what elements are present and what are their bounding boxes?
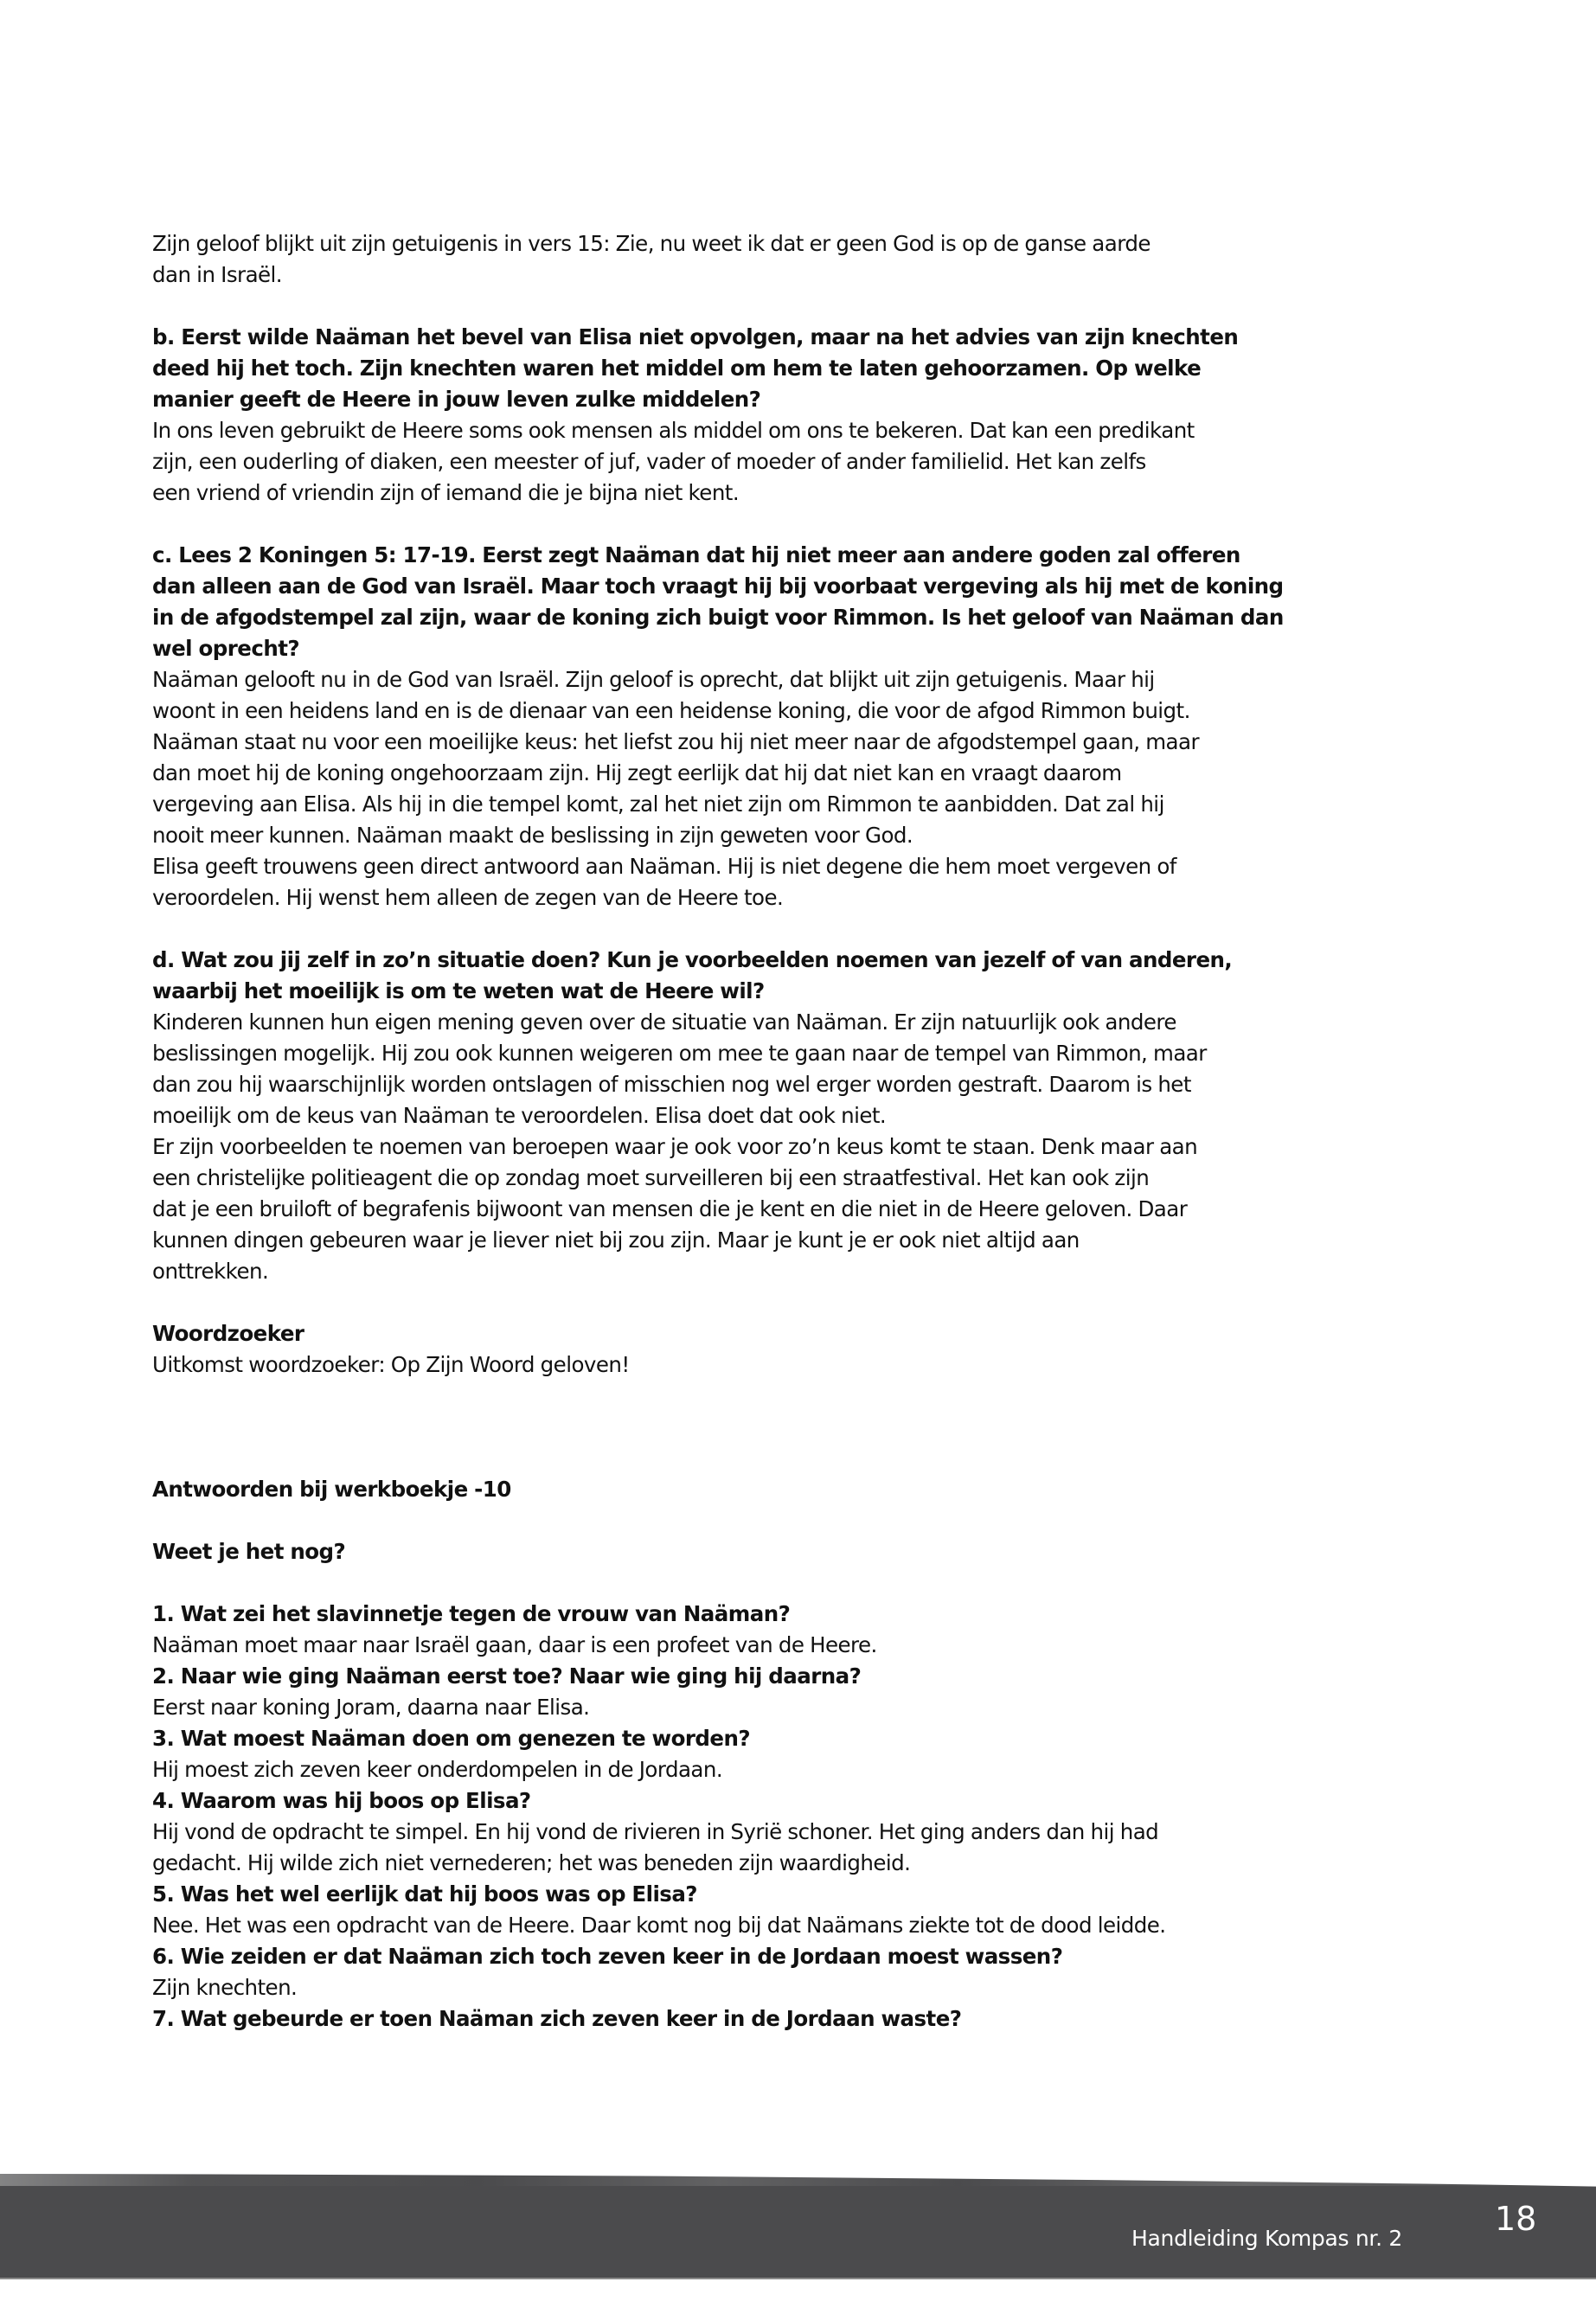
question-line: 1. Wat zei het slavinnetje tegen de vrouw van Naäman? xyxy=(152,1601,791,1626)
werkboekje-subheading: Weet je het nog? xyxy=(152,1539,346,1564)
answer-line: dat je een bruiloft of begrafenis bijwoont van mensen die je kent en die niet in de Heere geloven. Daar xyxy=(152,1196,1188,1221)
answer-line: Kinderen kunnen hun eigen mening geven over de situatie van Naäman. Er zijn natuurlijk ook andere xyxy=(152,1009,1176,1035)
answer-line: veroordelen. Hij wenst hem alleen de zegen van de Heere toe. xyxy=(152,885,784,910)
answer-line: Naäman gelooft nu in de God van Israël. Zijn geloof is oprecht, dat blijkt uit zijn getuigenis. Maar hij xyxy=(152,667,1155,692)
answer-line: moeilijk om de keus van Naäman te veroordelen. Elisa doet dat ook niet. xyxy=(152,1103,887,1128)
answer-line: dan zou hij waarschijnlijk worden ontslagen of misschien nog wel erger worden gestraft. Daarom is het xyxy=(152,1072,1191,1097)
question-line: 2. Naar wie ging Naäman eerst toe? Naar wie ging hij daarna? xyxy=(152,1663,862,1689)
answer-line: onttrekken. xyxy=(152,1259,269,1284)
question-line: wel oprecht? xyxy=(152,636,300,661)
question-line: deed hij het toch. Zijn knechten waren het middel om hem te laten gehoorzamen. Op welke xyxy=(152,356,1202,381)
section-d xyxy=(152,945,1398,1287)
answer-line: een vriend of vriendin zijn of iemand die je bijna niet kent. xyxy=(152,480,740,505)
answer-line: gedacht. Hij wilde zich niet vernederen; het was beneden zijn waardigheid. xyxy=(152,1850,911,1875)
spacer xyxy=(152,913,1398,945)
qa-item-7 xyxy=(152,2003,1398,2035)
answer-line: een christelijke politieagent die op zondag moet surveilleren bij een straatfestival. Het kan ook zijn xyxy=(152,1165,1150,1190)
answer-line: zijn, een ouderling of diaken, een meester of juf, vader of moeder of ander familielid. Het kan zelfs xyxy=(152,449,1146,474)
section-b xyxy=(152,322,1398,509)
answer-line: Hij moest zich zeven keer onderdompelen in de Jordaan. xyxy=(152,1757,723,1782)
qa-item-2 xyxy=(152,1661,1398,1723)
spacer xyxy=(152,291,1398,322)
werkboekje-heading: Antwoorden bij werkboekje -10 xyxy=(152,1477,511,1502)
spacer xyxy=(152,509,1398,540)
answer-line: Hij vond de opdracht te simpel. En hij vond de rivieren in Syrië schoner. Het ging anders dan hij had xyxy=(152,1819,1159,1844)
question-line: in de afgodstempel zal zijn, waar de koning zich buigt voor Rimmon. Is het geloof van Naäman dan xyxy=(152,605,1284,630)
spacer xyxy=(152,1381,1398,1474)
qa-item-3 xyxy=(152,1723,1398,1785)
spacer xyxy=(152,1567,1398,1599)
answer-line: Nee. Het was een opdracht van de Heere. Daar komt nog bij dat Naämans ziekte tot de dood leidde. xyxy=(152,1913,1166,1938)
question-line: 7. Wat gebeurde er toen Naäman zich zeven keer in de Jordaan waste? xyxy=(152,2006,962,2031)
answer-line: nooit meer kunnen. Naäman maakt de beslissing in zijn geweten voor God. xyxy=(152,823,913,848)
question-line: waarbij het moeilijk is om te weten wat de Heere wil? xyxy=(152,978,765,1003)
footer-title: Handleiding Kompas nr. 2 xyxy=(1131,2226,1402,2251)
section-c xyxy=(152,540,1398,913)
woordzoeker-section xyxy=(152,1318,1398,1381)
answer-line: Naäman staat nu voor een moeilijke keus: het liefst zou hij niet meer naar de afgodstempel gaan, maar xyxy=(152,729,1199,754)
answer-line: Naäman moet maar naar Israël gaan, daar is een profeet van de Heere. xyxy=(152,1632,877,1657)
page-content xyxy=(152,228,1398,2035)
question-line: c. Lees 2 Koningen 5: 17-19. Eerst zegt Naäman dat hij niet meer aan andere goden zal offeren xyxy=(152,542,1240,567)
answer-line: Er zijn voorbeelden te noemen van beroepen waar je ook voor zo’n keus komt te staan. Denk maar aan xyxy=(152,1134,1198,1159)
woordzoeker-heading: Woordzoeker xyxy=(152,1321,304,1346)
question-line: dan alleen aan de God van Israël. Maar toch vraagt hij bij voorbaat vergeving als hij met de koning xyxy=(152,574,1284,599)
footer-divider xyxy=(0,2278,1596,2279)
footer-sheen-decoration xyxy=(0,2174,1596,2186)
text-line: Zijn geloof blijkt uit zijn getuigenis in vers 15: Zie, nu weet ik dat er geen God is op de ganse aarde xyxy=(152,231,1151,256)
question-line: 4. Waarom was hij boos op Elisa? xyxy=(152,1788,531,1813)
werkboekje-section xyxy=(152,1474,1398,2035)
answer-line: Eerst naar koning Joram, daarna naar Elisa. xyxy=(152,1695,590,1720)
answer-line: kunnen dingen gebeuren waar je liever niet bij zou zijn. Maar je kunt je er ook niet altijd aan xyxy=(152,1227,1080,1253)
answer-line: woont in een heidens land en is de dienaar van een heidense koning, die voor de afgod Rimmon buigt. xyxy=(152,698,1190,723)
page-number: 18 xyxy=(1495,2200,1537,2238)
qa-item-5 xyxy=(152,1879,1398,1941)
question-line: d. Wat zou jij zelf in zo’n situatie doen? Kun je voorbeelden noemen van jezelf of van anderen, xyxy=(152,947,1233,972)
qa-item-1 xyxy=(152,1599,1398,1661)
qa-item-6 xyxy=(152,1941,1398,2003)
section-a-answer xyxy=(152,228,1398,291)
woordzoeker-answer: Uitkomst woordzoeker: Op Zijn Woord geloven! xyxy=(152,1352,630,1377)
answer-line: beslissingen mogelijk. Hij zou ook kunnen weigeren om mee te gaan naar de tempel van Rimmon, maar xyxy=(152,1041,1207,1066)
spacer xyxy=(152,1505,1398,1536)
page-footer xyxy=(0,2174,1596,2279)
question-line: manier geeft de Heere in jouw leven zulke middelen? xyxy=(152,387,761,412)
qa-item-4 xyxy=(152,1785,1398,1879)
answer-line: dan moet hij de koning ongehoorzaam zijn. Hij zegt eerlijk dat hij dat niet kan en vraagt daarom xyxy=(152,760,1122,785)
answer-line: Elisa geeft trouwens geen direct antwoord aan Naäman. Hij is niet degene die hem moet vergeven of xyxy=(152,854,1176,879)
question-line: 6. Wie zeiden er dat Naäman zich toch zeven keer in de Jordaan moest wassen? xyxy=(152,1944,1063,1969)
question-line: 5. Was het wel eerlijk dat hij boos was op Elisa? xyxy=(152,1881,697,1907)
question-line: 3. Wat moest Naäman doen om genezen te worden? xyxy=(152,1726,751,1751)
spacer xyxy=(152,1287,1398,1318)
answer-line: vergeving aan Elisa. Als hij in die tempel komt, zal het niet zijn om Rimmon te aanbidden. Dat zal hij xyxy=(152,792,1164,817)
answer-line: Zijn knechten. xyxy=(152,1975,298,2000)
text-line: dan in Israël. xyxy=(152,262,283,287)
answer-line: In ons leven gebruikt de Heere soms ook mensen als middel om ons te bekeren. Dat kan een predikant xyxy=(152,418,1195,443)
question-line: b. Eerst wilde Naäman het bevel van Elisa niet opvolgen, maar na het advies van zijn knechten xyxy=(152,324,1239,349)
